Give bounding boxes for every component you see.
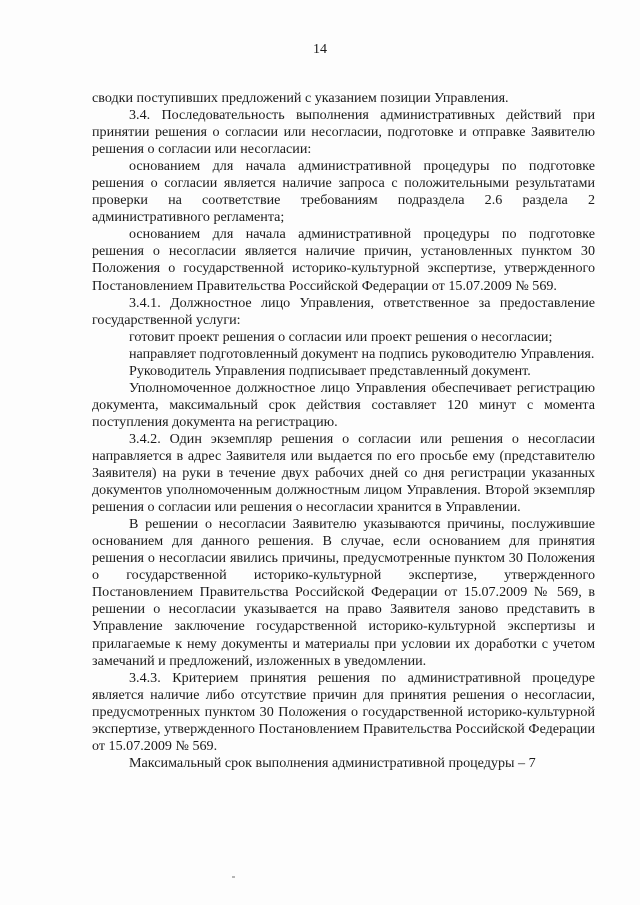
paragraph: Максимальный срок выполнения административной процедуры – 7 [129, 754, 536, 771]
paragraph: В решении о несогласии Заявителю указываются причины, послужившие основанием для данного решения. В случае, если основанием для принятия решения о несогласии явились причины, предусмотренные пунктом 30 Положения о государственной историко-культурной экспертизе, утвержденного Постановлением Правительства Российской Федерации от 15.07.2009 № 569, в решении о несогласии указывается на право Заявителя заново представить в Управление заключение государственной историко-культурной экспертизы и прилагаемые к нему документы и материалы при условии их доработки с учетом замечаний и предложений, изложенных в уведомлении. [92, 516, 595, 669]
scan-speck [232, 876, 235, 878]
paragraph: 3.4.1. Должностное лицо Управления, ответственное за предоставление государственной услуги: [92, 294, 595, 328]
paragraph: основанием для начала административной процедуры по подготовке решения о несогласии является наличие причин, установленных пунктом 30 Положения о государственной историко-культурной экспертизе, утвержденного Постановлением Правительства Российской Федерации от 15.07.2009 № 569. [92, 226, 595, 294]
paragraph: 3.4.2. Один экземпляр решения о согласии или решения о несогласии направляется в адрес Заявителя или выдается по его просьбе ему (представителю Заявителя) на руки в течение двух рабочих дней со дня регистрации указанных документов уполномоченным должностным лицом Управления. Второй экземпляр решения о согласии или решения о несогласии хранится в Управлении. [92, 430, 595, 516]
paragraph: сводки поступивших предложений с указанием позиции Управления. [92, 90, 509, 106]
paragraph: 3.4.3. Критерием принятия решения по административной процедуре является наличие либо отсутствие причин для принятия решения о несогласии, предусмотренных пунктом 30 Положения о государственной историко-культурной экспертизе, утвержденного Постановлением Правительства Российской Федерации от 15.07.2009 № 569. [92, 669, 595, 754]
paragraph: Уполномоченное должностное лицо Управления обеспечивает регистрацию документа, максимальный срок действия составляет 120 минут с момента поступления документа на регистрацию. [92, 379, 595, 430]
document-body [92, 90, 595, 772]
paragraph: Руководитель Управления подписывает представленный документ. [129, 362, 531, 379]
paragraph: направляет подготовленный документ на подпись руководителю Управления. [129, 345, 595, 362]
paragraph: 3.4. Последовательность выполнения административных действий при принятии решения о согласии или несогласии, подготовке и отправке Заявителю решения о согласии или несогласии: [92, 107, 595, 158]
page-number: 14 [313, 42, 327, 57]
paragraph: основанием для начала административной процедуры по подготовке решения о согласии является наличие запроса с положительными результатами проверки на соответствие требованиям подраздела 2.6 раздела 2 административного регламента; [92, 158, 595, 226]
paragraph: готовит проект решения о согласии или проект решения о несогласии; [129, 328, 553, 345]
